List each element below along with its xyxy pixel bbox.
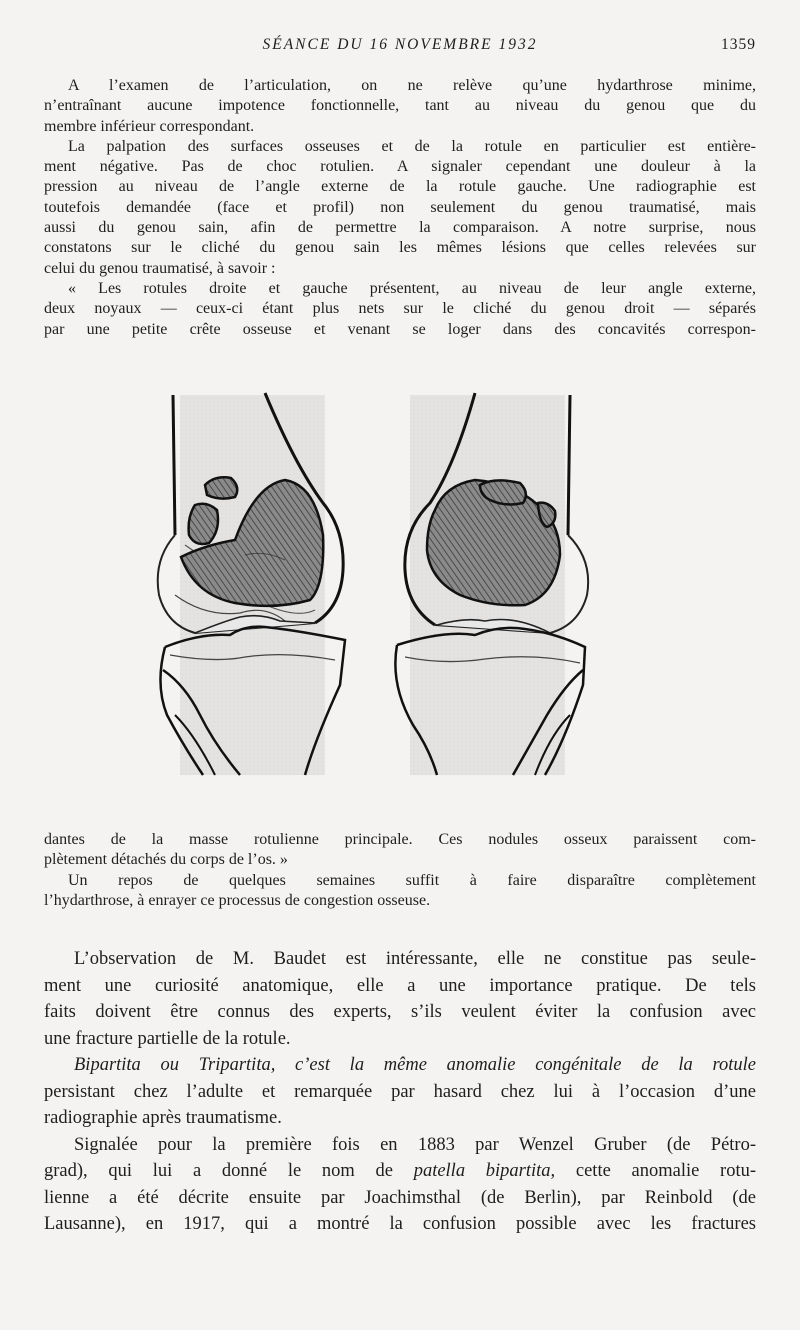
text-line: ment une curiosité anatomique, elle a une importance pratique. De tels — [44, 975, 756, 996]
left-knee — [158, 393, 345, 775]
text-line: Lausanne), en 1917, qui a montré la confusion possible avec les fractures — [44, 1214, 756, 1234]
text-line: toutefois demandée (face et profil) non seulement du genou traumatisé, mais — [44, 198, 756, 216]
text-line: faits doivent être connus des experts, s’ils veulent éviter la confusion avec — [44, 1002, 756, 1022]
text-line: par une petite crête osseuse et venant se loger dans des concavités correspon- — [44, 320, 756, 338]
text-line: « Les rotules droite et gauche présentent, au niveau de leur angle externe, — [68, 279, 756, 297]
text-line: radiographie après traumatisme. — [44, 1108, 282, 1128]
left-accessory-nodule-lower — [189, 504, 218, 544]
commentary — [44, 946, 756, 1238]
text-line: celui du genou traumatisé, à savoir : — [44, 259, 276, 277]
text-line: pression au niveau de l’angle externe de la rotule gauche. Une radiographie est — [44, 178, 756, 196]
running-title: SÉANCE DU 16 NOVEMBRE 1932 — [262, 36, 538, 53]
left-accessory-nodule-upper — [205, 477, 237, 498]
text-line — [44, 1158, 756, 1185]
knee-radiograph-figure — [145, 385, 605, 785]
text-fragment: grad), qui lui a donné le nom de — [44, 1161, 414, 1181]
text-line: ment négative. Pas de choc rotulien. A signaler cependant une douleur à la — [44, 158, 756, 176]
text-line: constatons sur le cliché du genou sain les mêmes lésions que celles relevées sur — [44, 239, 756, 257]
text-line: plètement détachés du corps de l’os. » — [44, 851, 288, 869]
right-knee — [395, 393, 588, 775]
text-line: membre inférieur correspondant. — [44, 117, 255, 135]
text-line: n’entraînant aucune impotence fonctionnelle, tant au niveau du genou que du — [44, 97, 756, 115]
text-line: persistant chez l’adulte et remarquée par hasard chez lui à l’occasion d’une — [44, 1081, 756, 1102]
case-conclusion — [44, 830, 756, 911]
text-line: Signalée pour la première fois en 1883 par Wenzel Gruber (de Pétro- — [74, 1134, 756, 1155]
text-line: L’observation de M. Baudet est intéressante, elle ne constitue pas seule- — [74, 949, 756, 969]
running-header — [44, 36, 756, 60]
case-description — [44, 76, 756, 340]
text-line: Bipartita ou Tripartita, c’est la même anomalie congénitale de la rotule — [74, 1055, 756, 1075]
page-number: 1359 — [721, 36, 756, 53]
text-line: l’hydarthrose, à enrayer ce processus de congestion osseuse. — [44, 891, 431, 909]
text-line: La palpation des surfaces osseuses et de la rotule en particulier est entière- — [68, 137, 756, 155]
text-line: A l’examen de l’articulation, on ne relève qu’une hydarthrose minime, — [68, 77, 756, 94]
text-line: aussi du genou sain, afin de permettre la comparaison. A notre surprise, nous — [44, 219, 756, 237]
text-line: une fracture partielle de la rotule. — [44, 1028, 291, 1049]
latin-term: patella bipartita, — [413, 1161, 556, 1181]
text-line: deux noyaux — ceux-ci étant plus nets sur le cliché du genou droit — séparés — [44, 300, 756, 318]
text-fragment: cette anomalie rotu- — [555, 1161, 756, 1181]
text-line: dantes de la masse rotulienne principale. Ces nodules osseux paraissent com- — [44, 831, 756, 848]
text-line: Un repos de quelques semaines suffit à faire disparaître complètement — [68, 871, 756, 889]
text-line: lienne a été décrite ensuite par Joachimsthal (de Berlin), par Reinbold (de — [44, 1187, 756, 1208]
